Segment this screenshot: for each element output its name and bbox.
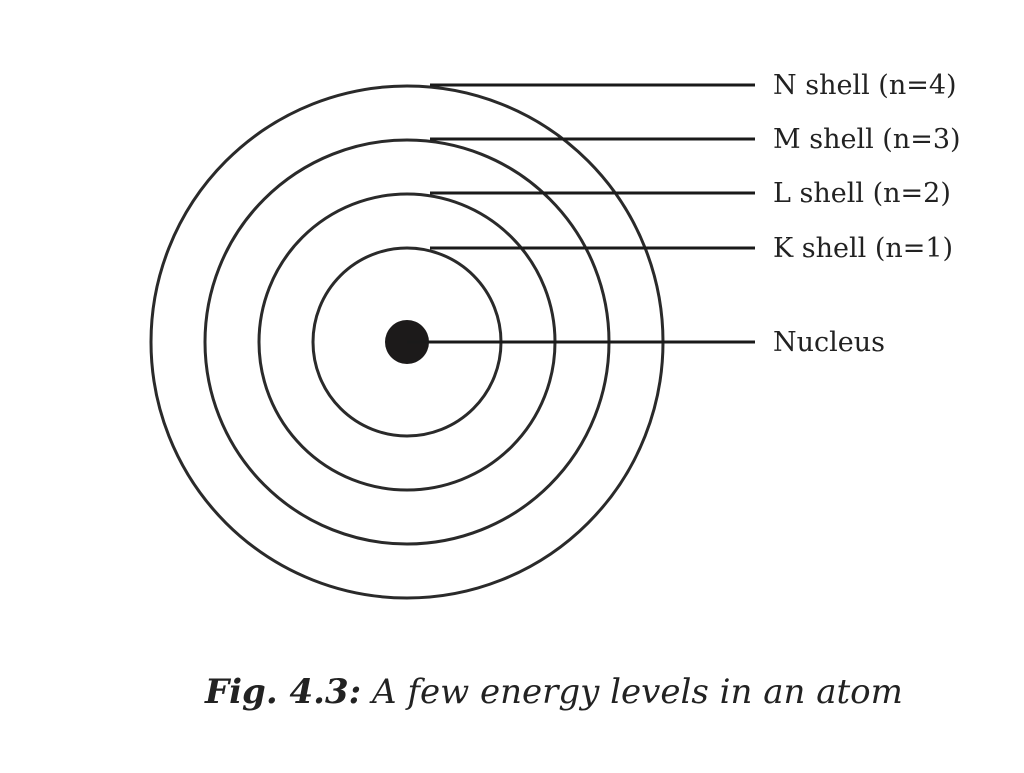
- figure-number: Fig. 4.3:: [205, 672, 362, 712]
- figure-caption: [205, 672, 903, 712]
- n-shell-label: N shell (n=4): [773, 70, 957, 101]
- l-shell-label: L shell (n=2): [773, 178, 951, 209]
- k-shell-label: K shell (n=1): [773, 233, 954, 264]
- nucleus-label: Nucleus: [773, 327, 885, 358]
- m-shell-label: M shell (n=3): [773, 124, 961, 155]
- figure-caption-text: A few energy levels in an atom: [372, 672, 903, 712]
